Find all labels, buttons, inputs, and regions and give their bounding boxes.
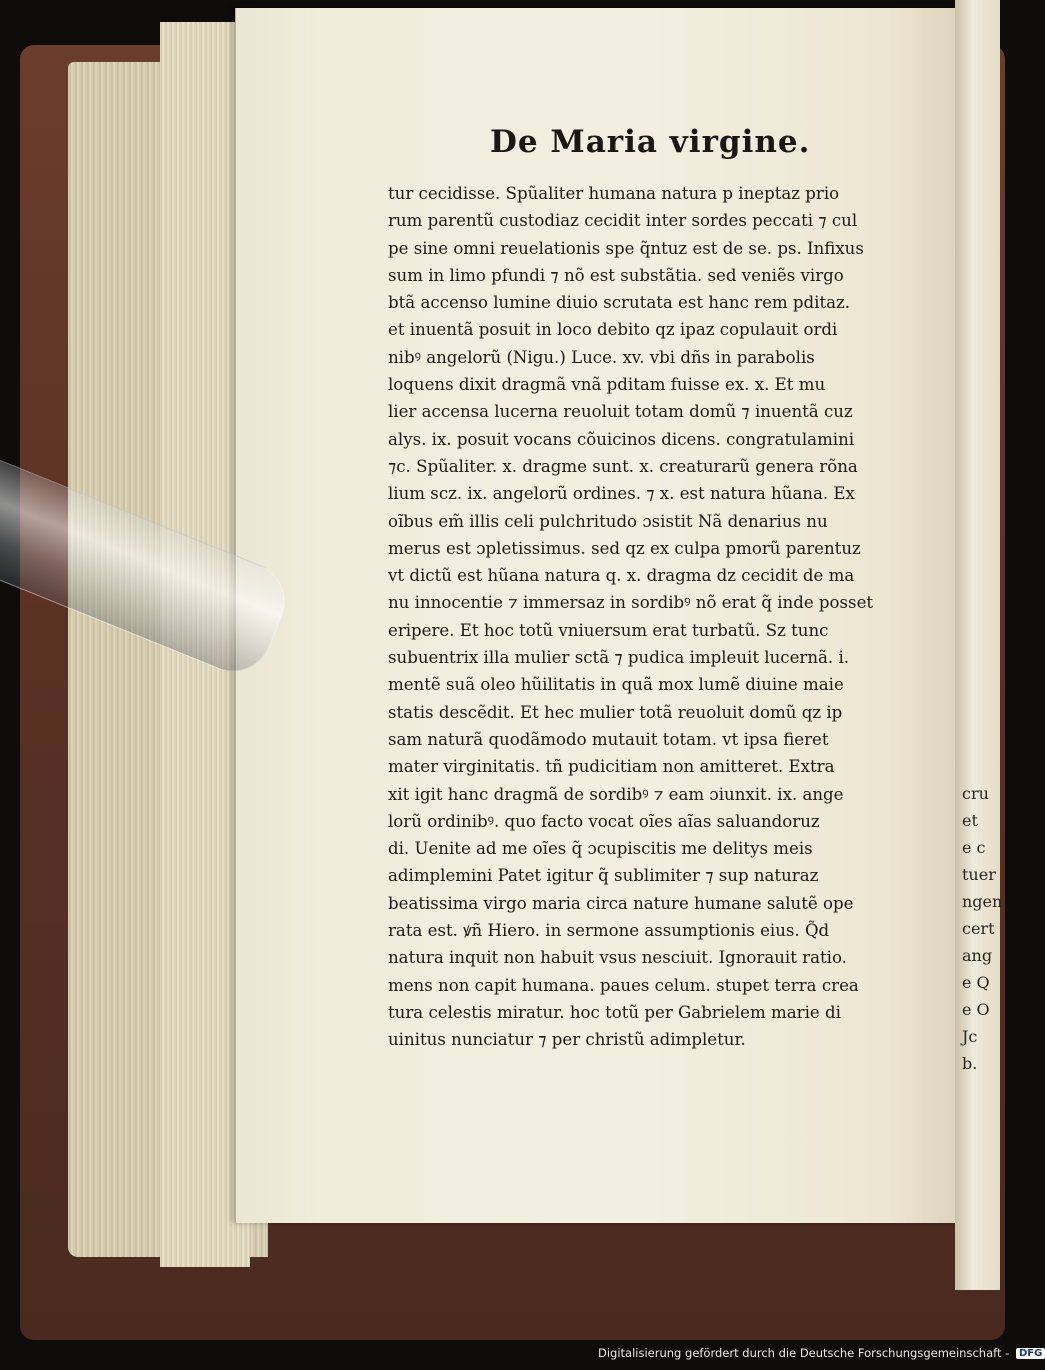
margin-fragment: cert (962, 919, 995, 938)
text-line: di. Uenite ad me oĩes q̃ ɔcupiscitis me delitys meis (388, 839, 813, 859)
text-line: statis descẽdit. Et hec mulier totã reuoluit domũ qz ip (388, 702, 843, 722)
text-line: mater virginitatis. tñ pudicitiam non amitteret. Extra (388, 757, 835, 777)
text-line: nu innocentie ⁊ immersaz in sordibꝰ nõ erat q̃ inde posset (388, 593, 874, 613)
text-line: sam naturã quodãmodo mutauit totam. vt ipsa fieret (388, 729, 829, 749)
text-line: loquens dixit dragmã vnã pditam fuisse ex. x. Et mu (388, 375, 826, 395)
text-line: ⁊c. Spũaliter. x. dragme sunt. x. creaturarũ genera rõna (388, 456, 858, 476)
text-line: sum in limo pfundi ⁊ nõ est substãtia. sed veniẽs virgo (388, 265, 844, 285)
margin-fragment: e Q (962, 973, 990, 992)
text-line: nibꝰ angelorũ (Nigu.) Luce. xv. vbi dñs in parabolis (388, 347, 815, 367)
margin-fragment: b. (962, 1054, 978, 1073)
margin-fragment: ang (962, 946, 993, 965)
credit-text: Digitalisierung gefördert durch die Deutsche Forschungsgemeinschaft - (598, 1346, 1010, 1360)
margin-fragment: et (962, 811, 978, 830)
margin-fragment: Jc (962, 1027, 978, 1046)
text-line: et inuentã posuit in loco debito qz ipaz copulauit ordi (388, 320, 838, 340)
margin-fragment: e O (962, 1000, 990, 1019)
text-line: lorũ ordinibꝰ. quo facto vocat oĩes aĩas saluandoruz (388, 811, 820, 831)
text-line: mens non capit humana. paues celum. stupet terra crea (388, 975, 859, 995)
text-line: btã accenso lumine diuio scrutata est hanc rem pditaz. (388, 293, 851, 313)
text-line: tura celestis miratur. hoc totũ per Gabrielem marie di (388, 1002, 841, 1022)
page-text-block (388, 180, 943, 1054)
margin-fragment: e c (962, 838, 986, 857)
text-line: subuentrix illa mulier sctã ⁊ pudica impleuit lucernã. i. (388, 648, 850, 668)
text-line: lier accensa lucerna reuoluit totam domũ ⁊ inuentã cuz (388, 402, 853, 422)
margin-fragment: tuer (962, 865, 996, 884)
facing-page-fragments (962, 780, 1003, 1077)
dfg-logo: DFG (1016, 1348, 1045, 1359)
text-line: vt dictũ est hũana natura q. x. dragma dz cecidit de ma (388, 566, 855, 586)
facing-page-edge (955, 0, 1003, 1290)
text-line: adimplemini Patet igitur q̃ sublimiter ⁊ sup naturaz (388, 866, 819, 886)
text-line: uinitus nunciatur ⁊ per christũ adimpletur. (388, 1030, 746, 1050)
text-line: rata est. ꝟñ Hiero. in sermone assumptionis eius. Q̃d (388, 921, 830, 941)
text-line: eripere. Et hoc totũ vniuersum erat turbatũ. Sz tunc (388, 620, 829, 640)
text-line: beatissima virgo maria circa nature humane salutẽ ope (388, 893, 854, 913)
text-line: oĩbus em̃ illis celi pulchritudo ɔsistit Nã denarius nu (388, 511, 828, 531)
text-line: mentẽ suã oleo hũilitatis in quã mox lumẽ diuine maie (388, 675, 844, 695)
digitization-credit (598, 1346, 1045, 1360)
page-heading: De Maria virgine. (490, 124, 811, 160)
text-line: tur cecidisse. Spũaliter humana natura p ineptaz prio (388, 184, 840, 203)
text-line: xit igit hanc dragmã de sordibꝰ ⁊ eam ɔiunxit. ix. ange (388, 784, 844, 804)
text-line: pe sine omni reuelationis spe q̃ntuz est de se. ps. Infixus (388, 238, 864, 258)
text-line: lium scz. ix. angelorũ ordines. ⁊ x. est natura hũana. Ex (388, 484, 855, 504)
margin-fragment: ngen (962, 892, 1003, 911)
text-line: rum parentũ custodiaz cecidit inter sordes peccati ⁊ cul (388, 211, 858, 231)
text-line: natura inquit non habuit vsus nesciuit. Ignorauit ratio. (388, 948, 847, 968)
text-line: alys. ix. posuit vocans cõuicinos dicens. congratulamini (388, 429, 855, 449)
margin-fragment: cru (962, 784, 989, 803)
text-line: merus est ɔpletissimus. sed qz ex culpa pmorũ parentuz (388, 538, 861, 558)
